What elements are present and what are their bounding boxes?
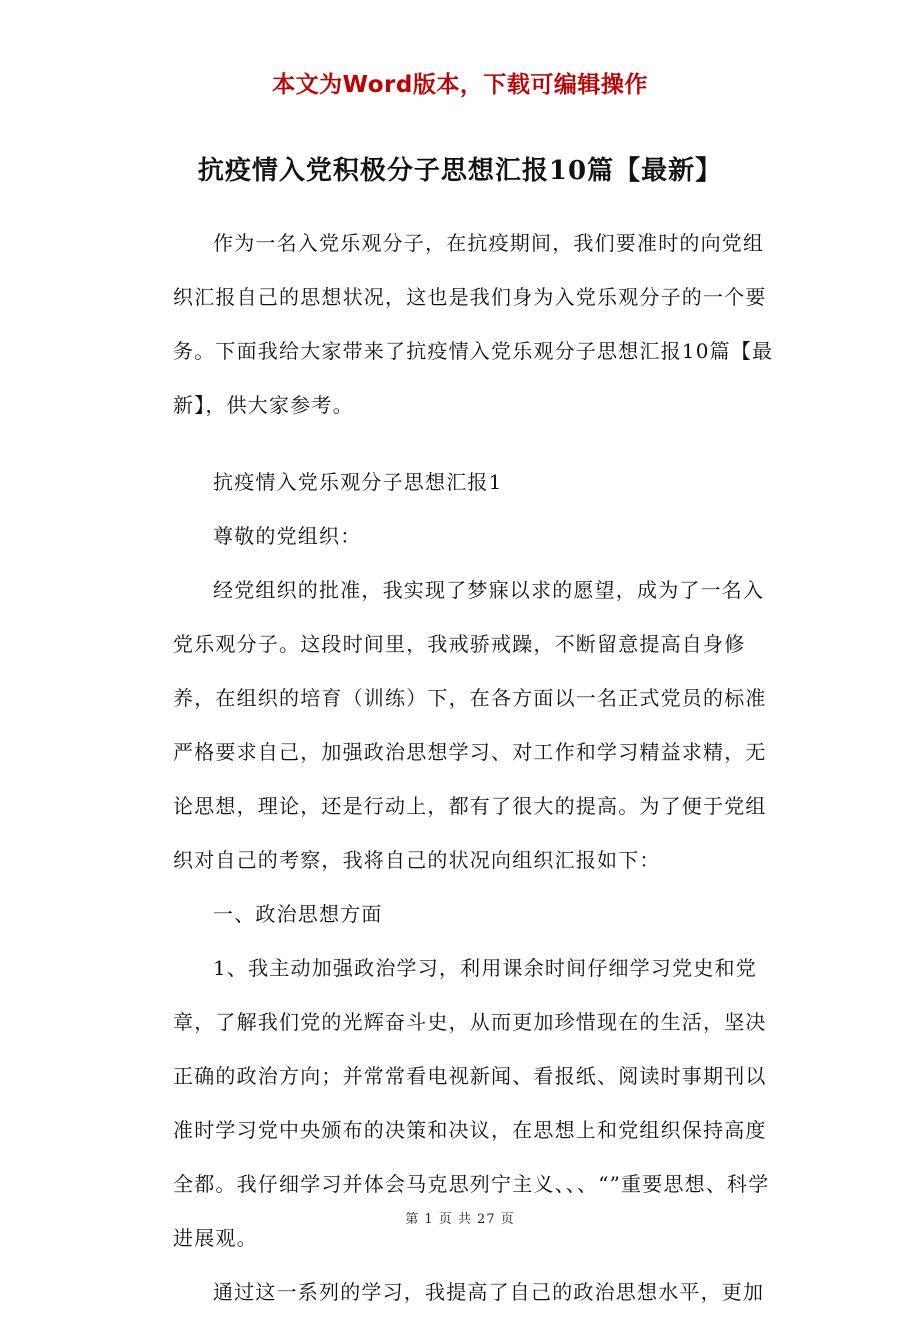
download-banner: 本文为Word版本，下载可编辑操作 <box>272 72 648 98</box>
report-section <box>173 455 783 1319</box>
salutation: 尊敬的党组织： <box>213 524 362 548</box>
page-number: 第 1 页 共 27 页 <box>405 1212 515 1227</box>
body-paragraph: 1、我主动加强政治学习，利用课余时间仔细学习党史和党章，了解我们党的光辉奋斗史，从而更加珍惜现在的生活，坚决正确的政治方向；并常常看电视新闻、看报纸、阅读时事期刊以准时学习党中央颁布的决策和决议，在思想上和党组织保持高度全都。我仔细学习并体会马克思列宁主义、、、“”重要思想、科学进展观。 <box>173 956 770 1250</box>
body-paragraph: 经党组织的批准，我实现了梦寐以求的愿望，成为了一名入党乐观分子。这段时间里，我戒骄戒躁，不断留意提高自身修养，在组织的培育（训练）下，在各方面以一名正式党员的标准严格要求自己，加强政治思想学习、对工作和学习精益求精，无论思想，理论，还是行动上，都有了很大的提高。为了便于党组织对自己的考察，我将自己的状况向组织汇报如下： <box>173 578 767 872</box>
subsection-heading: 一、政治思想方面 <box>213 902 383 926</box>
body-paragraph: 通过这一系列的学习，我提高了自己的政治思想水平，更加 <box>213 1280 765 1304</box>
intro-paragraph: 作为一名入党乐观分子，在抗疫期间，我们要准时的向党组织汇报自己的思想状况，这也是我们身为入党乐观分子的一个要务。下面我给大家带来了抗疫情入党乐观分子思想汇报10篇【最新】，供大家参考。 <box>173 231 774 417</box>
section-heading: 抗疫情入党乐观分子思想汇报1 <box>213 470 503 494</box>
intro-block <box>173 216 783 432</box>
document-title: 抗疫情入党积极分子思想汇报10篇【最新】 <box>197 156 723 186</box>
